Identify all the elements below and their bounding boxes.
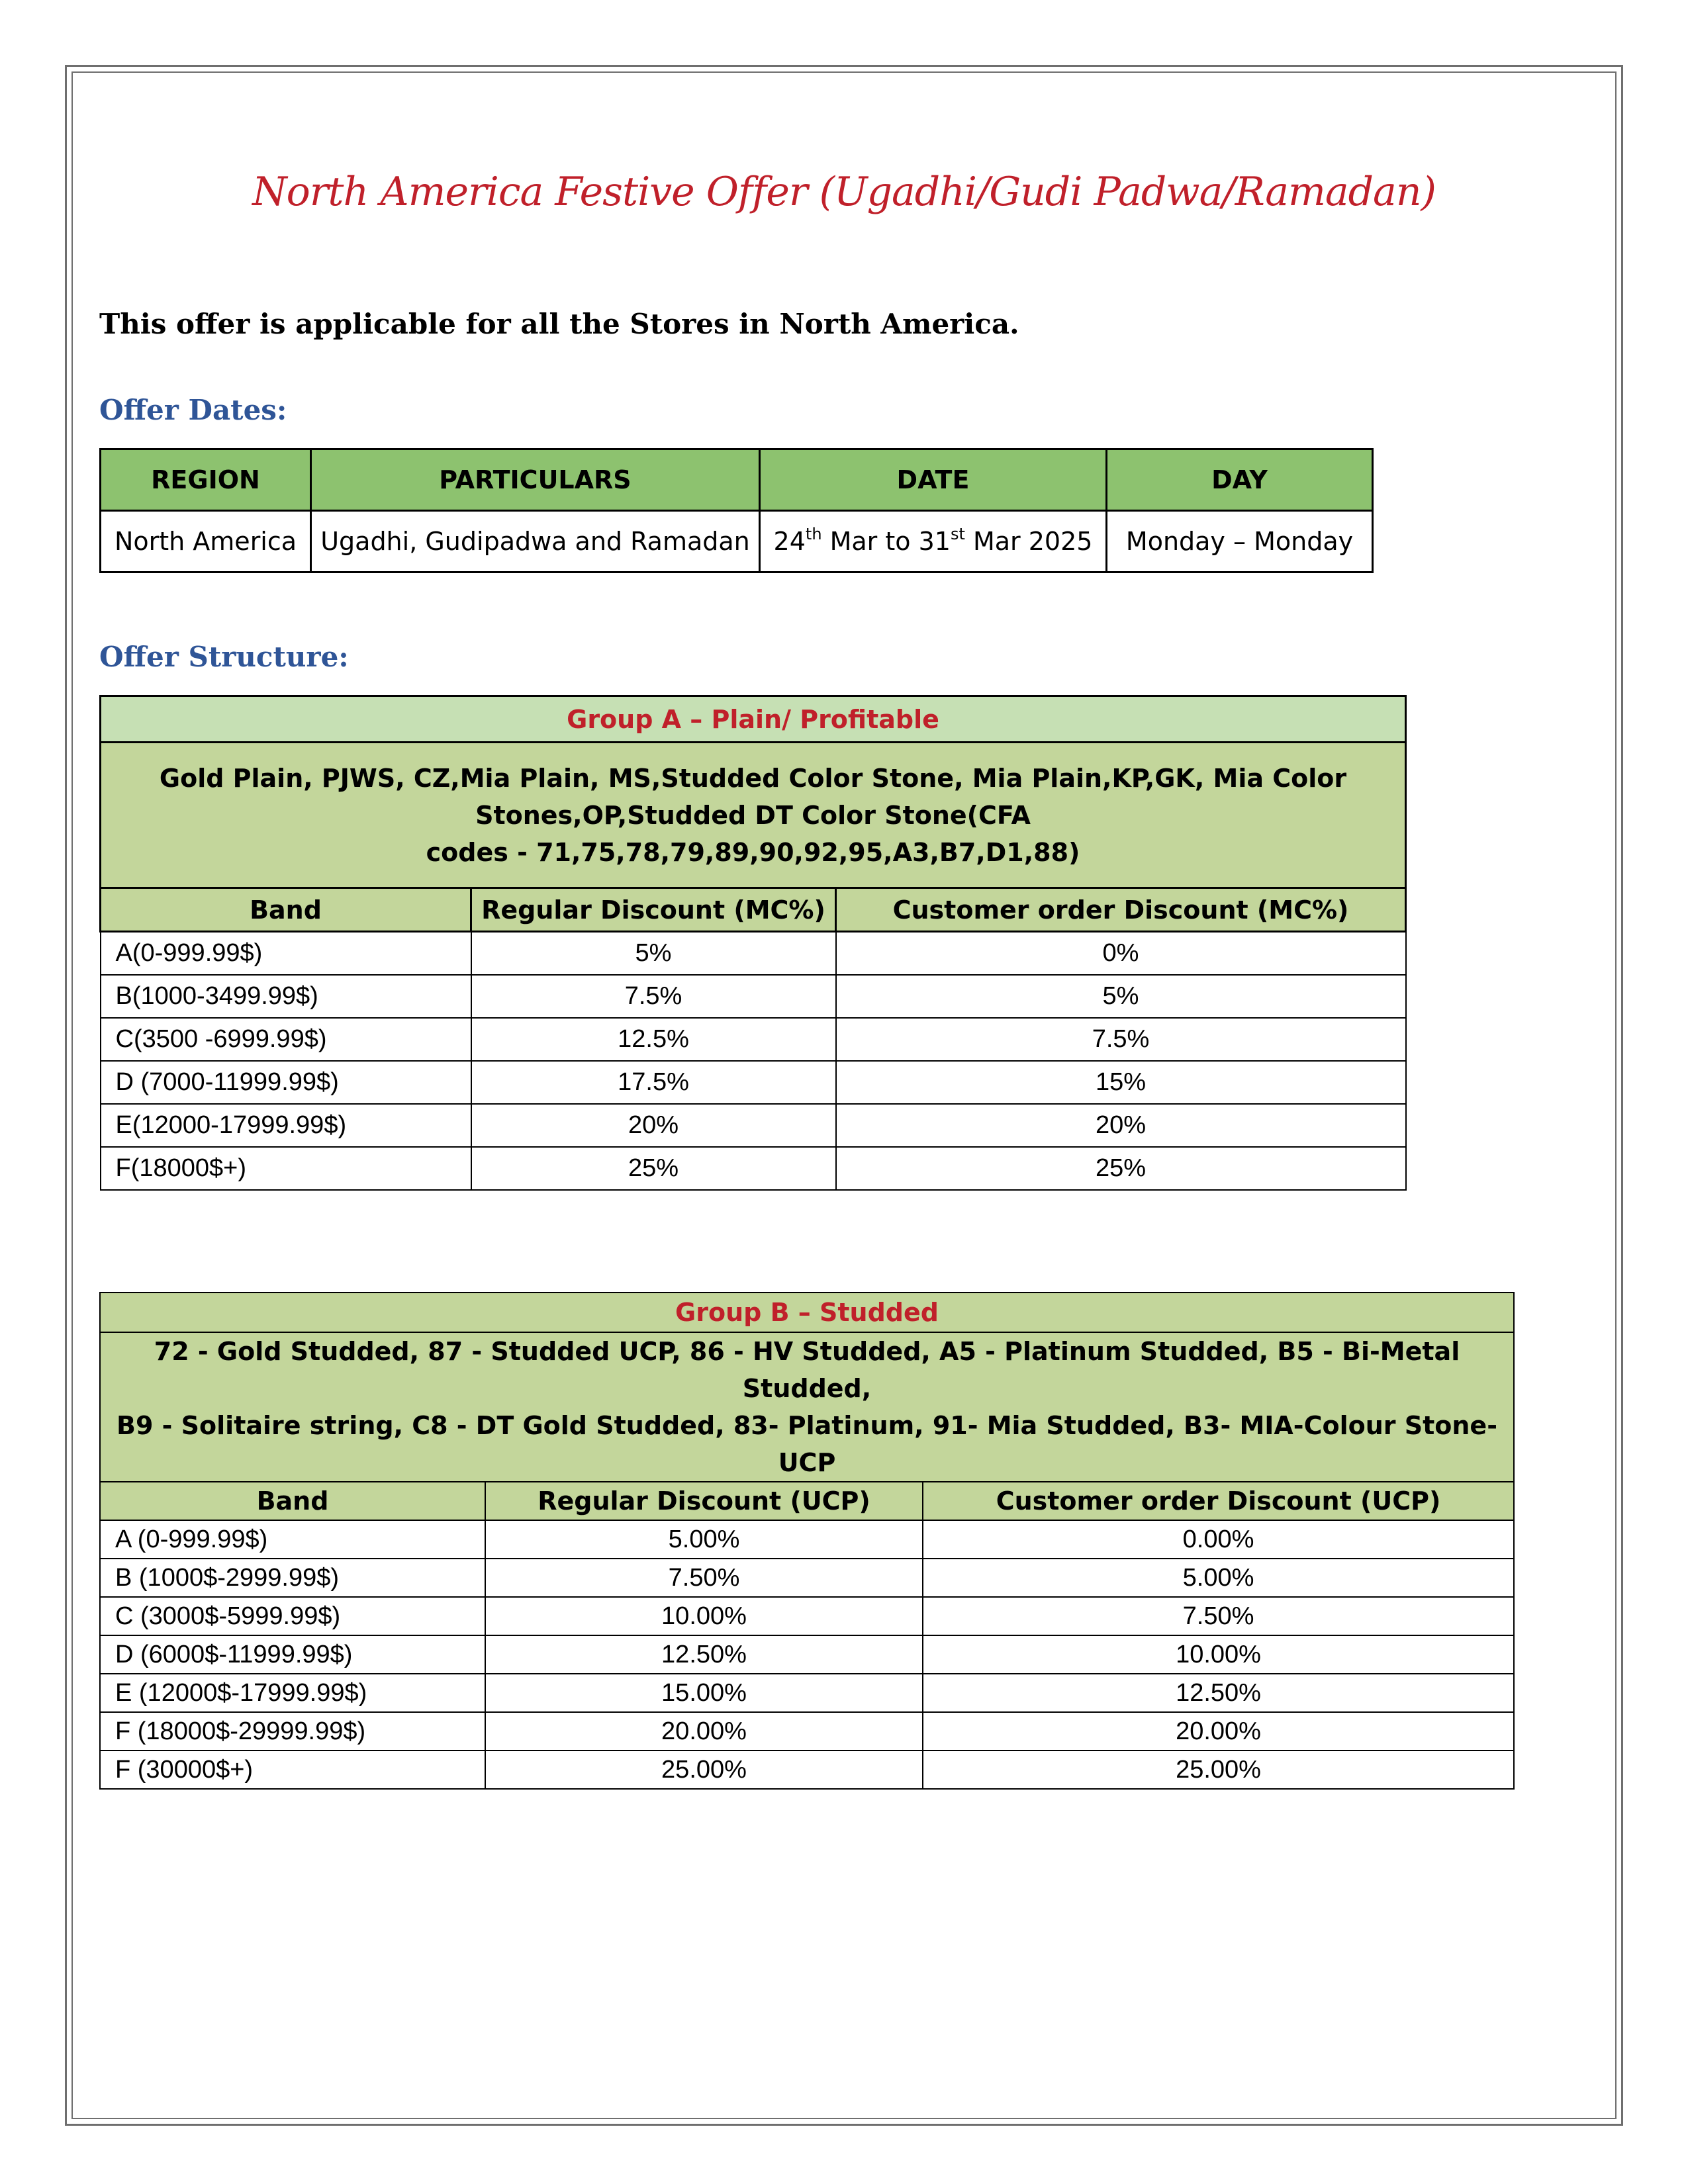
cell-customer-order-discount: 25.00% (923, 1751, 1514, 1789)
group-b-description (100, 1332, 1514, 1482)
header-date: DATE (760, 449, 1107, 511)
cell-customer-order-discount: 0% (836, 932, 1406, 975)
group-b-table (99, 1292, 1515, 1790)
cell-particulars: Ugadhi, Gudipadwa and Ramadan (311, 511, 760, 572)
cell-band: F (30000$+) (100, 1751, 485, 1789)
group-a-description-line: Stones,OP,Studded DT Color Stone(CFA (475, 800, 1031, 830)
table-row (100, 1712, 1514, 1751)
table-row (100, 1520, 1514, 1559)
cell-regular-discount: 7.50% (485, 1559, 923, 1597)
cell-customer-order-discount: 15% (836, 1061, 1406, 1104)
date-middle: Mar to 31 (821, 527, 951, 556)
group-b-header-row (100, 1482, 1514, 1520)
offer-dates-heading: Offer Dates: (99, 394, 287, 426)
date-end: Mar 2025 (964, 527, 1093, 556)
table-row (101, 1061, 1406, 1104)
date-start-day: 24 (773, 527, 806, 556)
cell-customer-order-discount: 5.00% (923, 1559, 1514, 1597)
cell-regular-discount: 5.00% (485, 1520, 923, 1559)
cell-regular-discount: 12.5% (471, 1018, 836, 1061)
table-row (100, 1559, 1514, 1597)
table-row (101, 511, 1373, 572)
cell-regular-discount: 7.5% (471, 975, 836, 1018)
group-a-title-row (101, 696, 1406, 743)
cell-customer-order-discount: 7.5% (836, 1018, 1406, 1061)
table-header-row (101, 449, 1373, 511)
cell-band: D (7000-11999.99$) (101, 1061, 471, 1104)
cell-regular-discount: 25.00% (485, 1751, 923, 1789)
group-b-description-line: B9 - Solitaire string, C8 - DT Gold Studded, 83- Platinum, 91- Mia Studded, B3- MIA-Colour Stone-UCP (117, 1411, 1497, 1477)
header-particulars: PARTICULARS (311, 449, 760, 511)
cell-band: E(12000-17999.99$) (101, 1104, 471, 1147)
page-title: North America Festive Offer (Ugadhi/Gudi Padwa/Ramadan) (252, 169, 1436, 215)
group-b-description-row (100, 1332, 1514, 1482)
offer-dates-table (99, 448, 1374, 573)
cell-band: D (6000$-11999.99$) (100, 1635, 485, 1674)
cell-band: E (12000$-17999.99$) (100, 1674, 485, 1712)
cell-regular-discount: 20% (471, 1104, 836, 1147)
cell-customer-order-discount: 7.50% (923, 1597, 1514, 1635)
cell-customer-order-discount: 5% (836, 975, 1406, 1018)
group-a-description-line: codes - 71,75,78,79,89,90,92,95,A3,B7,D1,88) (426, 837, 1080, 867)
cell-band: A(0-999.99$) (101, 932, 471, 975)
table-row (101, 1104, 1406, 1147)
header-band: Band (100, 1482, 485, 1520)
table-row (100, 1597, 1514, 1635)
group-a-description (101, 743, 1406, 888)
cell-customer-order-discount: 0.00% (923, 1520, 1514, 1559)
cell-band: C(3500 -6999.99$) (101, 1018, 471, 1061)
cell-date (760, 511, 1107, 572)
group-a-description-line: Gold Plain, PJWS, CZ,Mia Plain, MS,Studded Color Stone, Mia Plain,KP,GK, Mia Color (159, 763, 1347, 793)
intro-text: This offer is applicable for all the Stores in North America. (99, 308, 1019, 340)
cell-region: North America (101, 511, 311, 572)
cell-band: C (3000$-5999.99$) (100, 1597, 485, 1635)
cell-band: B(1000-3499.99$) (101, 975, 471, 1018)
date-start-suffix: th (805, 525, 822, 543)
header-customer-order-discount: Customer order Discount (UCP) (923, 1482, 1514, 1520)
table-row (100, 1674, 1514, 1712)
cell-regular-discount: 10.00% (485, 1597, 923, 1635)
cell-regular-discount: 5% (471, 932, 836, 975)
cell-band: F(18000$+) (101, 1147, 471, 1190)
cell-regular-discount: 12.50% (485, 1635, 923, 1674)
cell-customer-order-discount: 10.00% (923, 1635, 1514, 1674)
cell-customer-order-discount: 20% (836, 1104, 1406, 1147)
cell-regular-discount: 25% (471, 1147, 836, 1190)
group-b-title-row (100, 1293, 1514, 1332)
cell-band: B (1000$-2999.99$) (100, 1559, 485, 1597)
group-a-description-row (101, 743, 1406, 888)
cell-regular-discount: 15.00% (485, 1674, 923, 1712)
cell-customer-order-discount: 20.00% (923, 1712, 1514, 1751)
table-row (101, 932, 1406, 975)
cell-regular-discount: 20.00% (485, 1712, 923, 1751)
cell-customer-order-discount: 12.50% (923, 1674, 1514, 1712)
group-a-header-row (101, 888, 1406, 932)
cell-customer-order-discount: 25% (836, 1147, 1406, 1190)
cell-regular-discount: 17.5% (471, 1061, 836, 1104)
table-row (101, 1018, 1406, 1061)
date-end-suffix: st (950, 525, 965, 543)
table-row (101, 1147, 1406, 1190)
header-regular-discount: Regular Discount (UCP) (485, 1482, 923, 1520)
group-a-table (99, 695, 1407, 1191)
group-b-description-line: 72 - Gold Studded, 87 - Studded UCP, 86 - HV Studded, A5 - Platinum Studded, B5 - Bi-Metal Studded, (154, 1337, 1460, 1403)
table-row (100, 1751, 1514, 1789)
cell-band: A (0-999.99$) (100, 1520, 485, 1559)
offer-structure-heading: Offer Structure: (99, 641, 349, 673)
cell-day: Monday – Monday (1107, 511, 1373, 572)
header-customer-order-discount: Customer order Discount (MC%) (836, 888, 1406, 932)
header-region: REGION (101, 449, 311, 511)
header-regular-discount: Regular Discount (MC%) (471, 888, 836, 932)
group-a-title: Group A – Plain/ Profitable (101, 696, 1406, 743)
group-b-title: Group B – Studded (100, 1293, 1514, 1332)
header-band: Band (101, 888, 471, 932)
table-row (101, 975, 1406, 1018)
header-day: DAY (1107, 449, 1373, 511)
table-row (100, 1635, 1514, 1674)
cell-band: F (18000$-29999.99$) (100, 1712, 485, 1751)
